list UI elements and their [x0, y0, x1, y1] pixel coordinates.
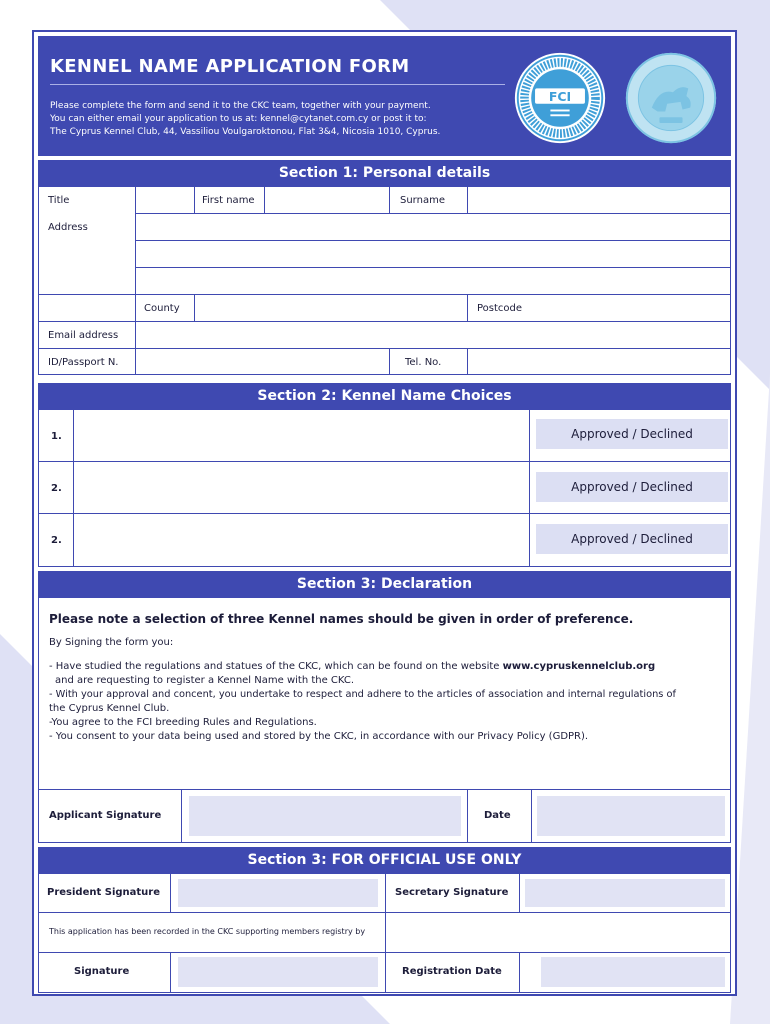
address-line-1-field[interactable] — [136, 214, 730, 240]
declaration-note: Please note a selection of three Kennel names should be given in order of preference. — [49, 612, 634, 626]
fci-logo-icon — [512, 50, 608, 146]
intro-line-2: You can either email your application to us at: kennel@cytanet.com.cy or post it to: — [50, 114, 427, 124]
form-frame — [32, 30, 737, 996]
secretary-signature-label: Secretary Signature — [395, 887, 509, 898]
official-use-title: Section 3: FOR OFFICIAL USE ONLY — [38, 847, 731, 873]
address-line-2-field[interactable] — [136, 241, 730, 267]
id-passport-label: ID/Passport N. — [48, 357, 119, 368]
president-signature-label: President Signature — [47, 887, 161, 898]
registration-date-field[interactable] — [541, 957, 725, 987]
president-signature-field[interactable] — [178, 879, 378, 907]
bullet-1-text: - Have studied the regulations and statues of the CKC, which can be found on the website — [49, 661, 503, 672]
section-1-title: Section 1: Personal details — [38, 160, 731, 186]
form-header — [38, 36, 731, 156]
bullet-2-text: - With your approval and concent, you undertake to respect and adhere to the articles of association and internal regulations of — [49, 689, 676, 700]
email-field[interactable] — [136, 322, 730, 348]
choice-1-status[interactable]: Approved / Declined — [536, 419, 728, 449]
choice-2-number: 2. — [51, 483, 62, 494]
address-line-3-field[interactable] — [136, 268, 730, 294]
applicant-signature-field[interactable] — [189, 796, 461, 836]
applicant-signature-row — [38, 789, 731, 843]
bullet-3-text: -You agree to the FCI breeding Rules and Regulations. — [49, 717, 317, 728]
county-field[interactable] — [195, 295, 467, 321]
website-link[interactable]: www.cypruskennelclub.org — [502, 661, 656, 672]
surname-label: Surname — [400, 195, 445, 206]
date-field[interactable] — [537, 796, 725, 836]
choice-2-field[interactable] — [74, 462, 529, 513]
email-label: Email address — [48, 330, 119, 341]
secretary-signature-field[interactable] — [525, 879, 725, 907]
address-label: Address — [48, 222, 88, 233]
intro-line-3: The Cyprus Kennel Club, 44, Vassiliou Voulgaroktonou, Flat 3&4, Nicosia 1010, Cyprus. — [50, 127, 441, 137]
personal-details-table — [38, 186, 731, 375]
intro-text — [50, 100, 510, 139]
county-label: County — [144, 303, 180, 314]
registry-recorded-text: This application has been recorded in the CKC supporting members registry by — [49, 927, 366, 936]
registration-date-label: Registration Date — [402, 966, 502, 977]
intro-line-1: Please complete the form and send it to the CKC team, together with your payment. — [50, 101, 431, 111]
choice-1-field[interactable] — [74, 410, 529, 461]
section-2-title: Section 2: Kennel Name Choices — [38, 383, 731, 409]
kennel-choices-table — [38, 409, 731, 567]
first-name-label: First name — [202, 195, 255, 206]
title-field[interactable] — [136, 187, 194, 213]
signature-label: Signature — [74, 966, 130, 977]
choice-1-number: 1. — [51, 431, 62, 442]
choice-2-status[interactable]: Approved / Declined — [536, 472, 728, 502]
declaration-bullets — [49, 660, 729, 744]
section-3-title: Section 3: Declaration — [38, 571, 731, 597]
ckc-logo-icon — [623, 50, 719, 146]
bullet-1-continued: and are requesting to register a Kennel Name with the CKC. — [55, 675, 355, 686]
applicant-signature-label: Applicant Signature — [49, 810, 162, 821]
surname-field[interactable] — [468, 187, 730, 213]
fci-logo-text: FCI — [548, 88, 572, 104]
choice-3-number: 2. — [51, 535, 62, 546]
registry-recorded-field[interactable] — [386, 913, 730, 952]
signature-field[interactable] — [178, 957, 378, 987]
id-passport-field[interactable] — [136, 349, 389, 374]
header-rule — [50, 84, 505, 85]
tel-field[interactable] — [468, 349, 730, 374]
date-label: Date — [484, 810, 511, 821]
title-label: Title — [48, 195, 70, 206]
postcode-field[interactable] — [539, 295, 730, 321]
bullet-2-continued: the Cyprus Kennel Club. — [49, 703, 170, 714]
form-title: KENNEL NAME APPLICATION FORM — [50, 56, 410, 77]
by-signing-text: By Signing the form you: — [49, 637, 174, 648]
bullet-4-text: - You consent to your data being used and stored by the CKC, in accordance with our Privacy Policy (GDPR). — [49, 731, 589, 742]
choice-3-field[interactable] — [74, 514, 529, 566]
postcode-label: Postcode — [477, 303, 523, 314]
tel-label: Tel. No. — [405, 357, 442, 368]
choice-3-status[interactable]: Approved / Declined — [536, 524, 728, 554]
official-use-table — [38, 873, 731, 993]
first-name-field[interactable] — [265, 187, 389, 213]
